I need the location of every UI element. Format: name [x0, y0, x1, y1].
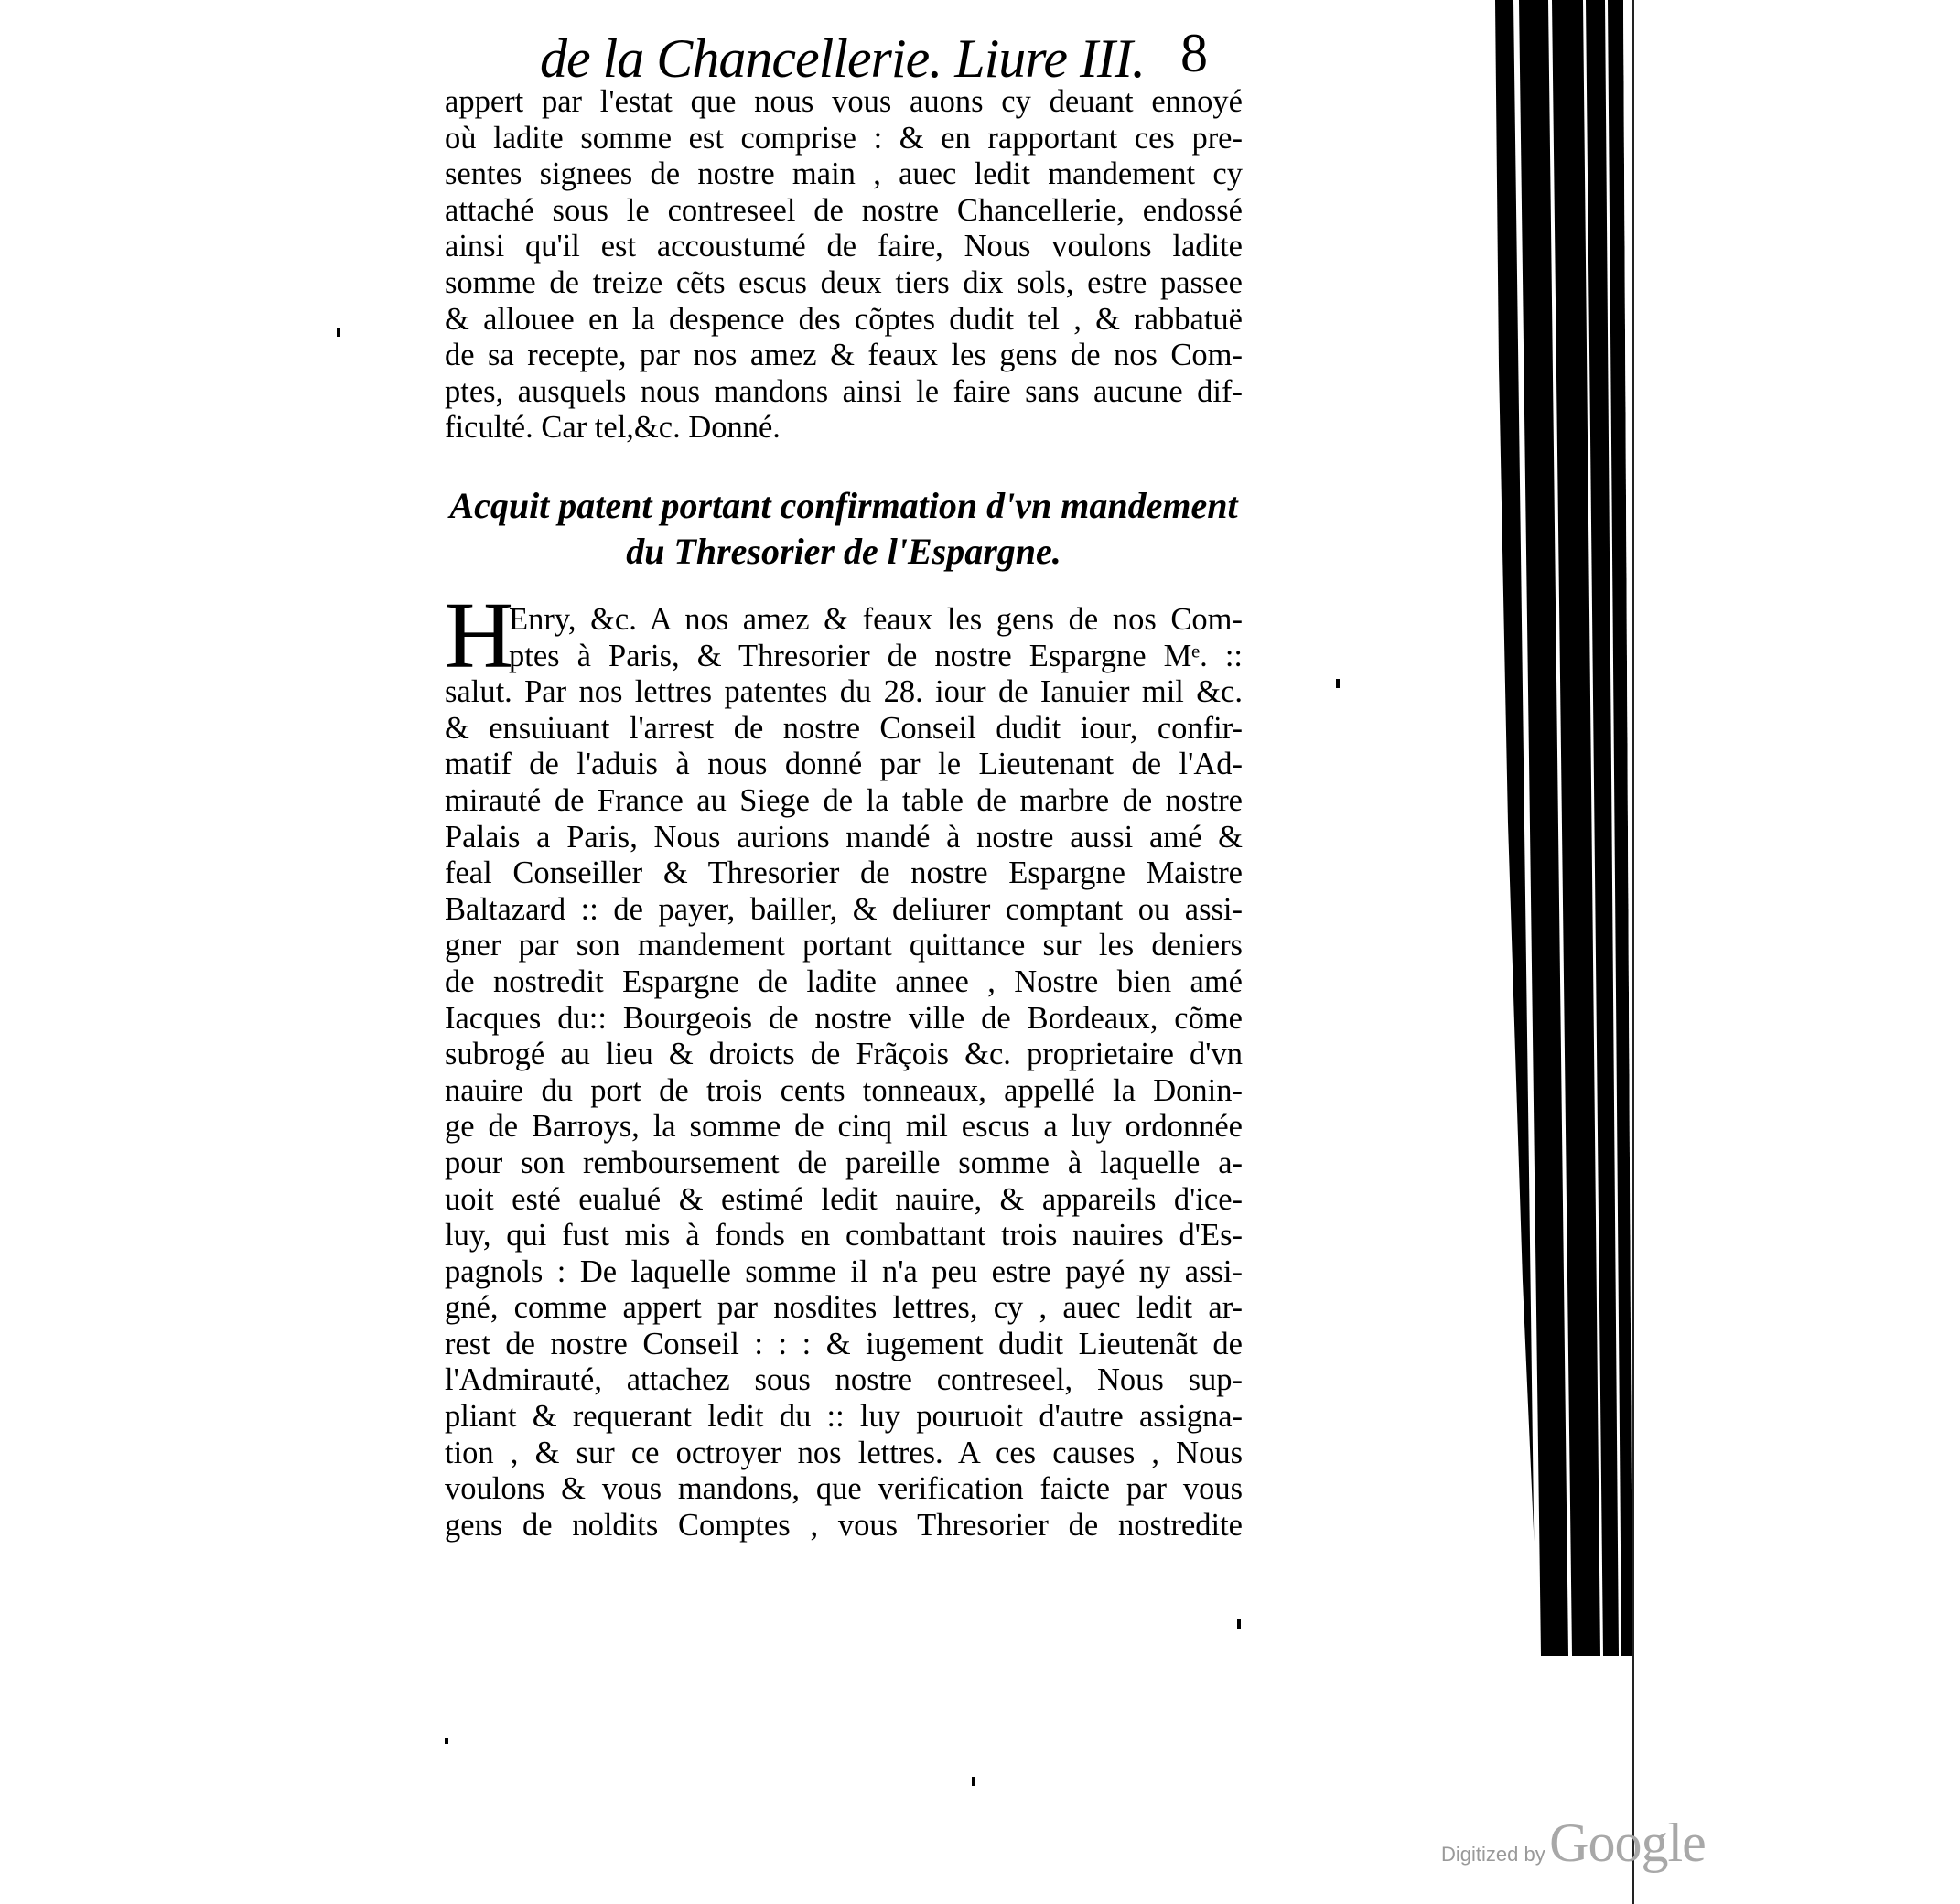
text-line: sentes signees de nostre main , auec ledit mandement cy: [445, 156, 1243, 192]
drop-cap: H: [445, 583, 514, 688]
text-line: l'Admirauté, attachez sous nostre contreseel, Nous sup-: [445, 1362, 1243, 1398]
page-number: 8: [1180, 23, 1207, 83]
text-line: pliant & requerant ledit du :: luy pouruoit d'autre assigna-: [445, 1399, 1243, 1435]
text-line: où ladite somme est comprise : & en rapportant ces pre-: [445, 120, 1243, 156]
text-line: gner par son mandement portant quittance sur les deniers: [445, 928, 1243, 963]
text-line: subrogé au lieu & droicts de Frãçois &c. proprietaire d'vn: [445, 1037, 1243, 1072]
text-line: matif de l'aduis à nous donné par le Lieutenant de l'Ad-: [445, 747, 1243, 782]
text-line: luy, qui fust mis à fonds en combattant trois nauires d'Es-: [445, 1218, 1243, 1253]
text-line: attaché sous le contreseel de nostre Chancellerie, endossé: [445, 192, 1243, 228]
text-line: Enry, &c. A nos amez & feaux les gens de nos Com-: [509, 602, 1243, 637]
text-line: Baltazard :: de payer, bailler, & deliurer comptant ou assi-: [445, 891, 1243, 927]
heading-line: Acquit patent portant confirmation d'vn mandement: [449, 485, 1238, 526]
page-edge-line: [1632, 0, 1634, 1904]
text-line: mirauté de France au Siege de la table de marbre de nostre: [445, 782, 1243, 818]
text-line: ptes à Paris, & Thresorier de nostre Espargne Mᵉ. ::: [509, 638, 1243, 673]
text-line: appert par l'estat que nous vous auons cy deuant ennoyé: [445, 84, 1243, 119]
text-line: somme de treize cẽts escus deux tiers dix sols, estre passee: [445, 264, 1243, 300]
text-line: pour son remboursement de pareille somme à laquelle a-: [445, 1145, 1243, 1180]
watermark-prefix: Digitized by: [1441, 1843, 1545, 1866]
text-line: ficulté. Car tel,&c. Donné.: [445, 410, 781, 446]
text-line: rest de nostre Conseil : : : & iugement dudit Lieutenãt de: [445, 1326, 1243, 1361]
heading-line: du Thresorier de l'Espargne.: [626, 531, 1061, 572]
running-head-title: de la Chancellerie. Liure III.: [540, 28, 1145, 89]
text-line: uoit esté eualué & estimé ledit nauire, & appareils d'ice-: [445, 1181, 1243, 1217]
text-line: pagnols : De laquelle somme il n'a peu estre payé ny assi-: [445, 1253, 1243, 1289]
text-line: ge de Barroys, la somme de cinq mil escus a luy ordonnée: [445, 1109, 1243, 1145]
paragraph-1: [445, 84, 1243, 446]
text-line: tion , & sur ce octroyer nos lettres. A ces causes , Nous: [445, 1435, 1243, 1470]
text-line: & allouee en la despence des cõptes dudit tel , & rabbatuë: [445, 301, 1243, 337]
text-line: feal Conseiller & Thresorier de nostre Espargne Maistre: [445, 855, 1243, 891]
text-line: & ensuiuant l'arrest de nostre Conseil dudit iour, confir-: [445, 710, 1243, 746]
text-line: salut. Par nos lettres patentes du 28. iour de Ianuier mil &c.: [445, 674, 1243, 710]
binding-shadow: [1495, 0, 1638, 1656]
text-line: gné, comme appert par nosdites lettres, cy , auec ledit ar-: [445, 1290, 1243, 1326]
running-head: [540, 23, 1244, 91]
text-line: ainsi qu'il est accoustumé de faire, Nous voulons ladite: [445, 229, 1243, 264]
paragraph-2: [445, 602, 1243, 1544]
section-heading: [445, 483, 1243, 575]
text-line: Palais a Paris, Nous aurions mandé à nostre aussi amé &: [445, 819, 1243, 855]
text-line: gens de noldits Comptes , vous Thresorier de nostredite: [445, 1507, 1243, 1543]
text-line: ptes, ausquels nous mandons ainsi le faire sans aucune dif-: [445, 373, 1243, 409]
text-line: de nostredit Espargne de ladite annee , Nostre bien amé: [445, 963, 1243, 999]
digitized-by-google-watermark: [1441, 1812, 1706, 1876]
text-line: de sa recepte, par nos amez & feaux les gens de nos Com-: [445, 338, 1243, 373]
google-logo: Google: [1549, 1813, 1706, 1873]
text-line: Iacques du:: Bourgeois de nostre ville de Bordeaux, cõme: [445, 1000, 1243, 1036]
text-line: nauire du port de trois cents tonneaux, appellé la Donin-: [445, 1072, 1243, 1108]
text-line: voulons & vous mandons, que verification faicte par vous: [445, 1471, 1243, 1507]
